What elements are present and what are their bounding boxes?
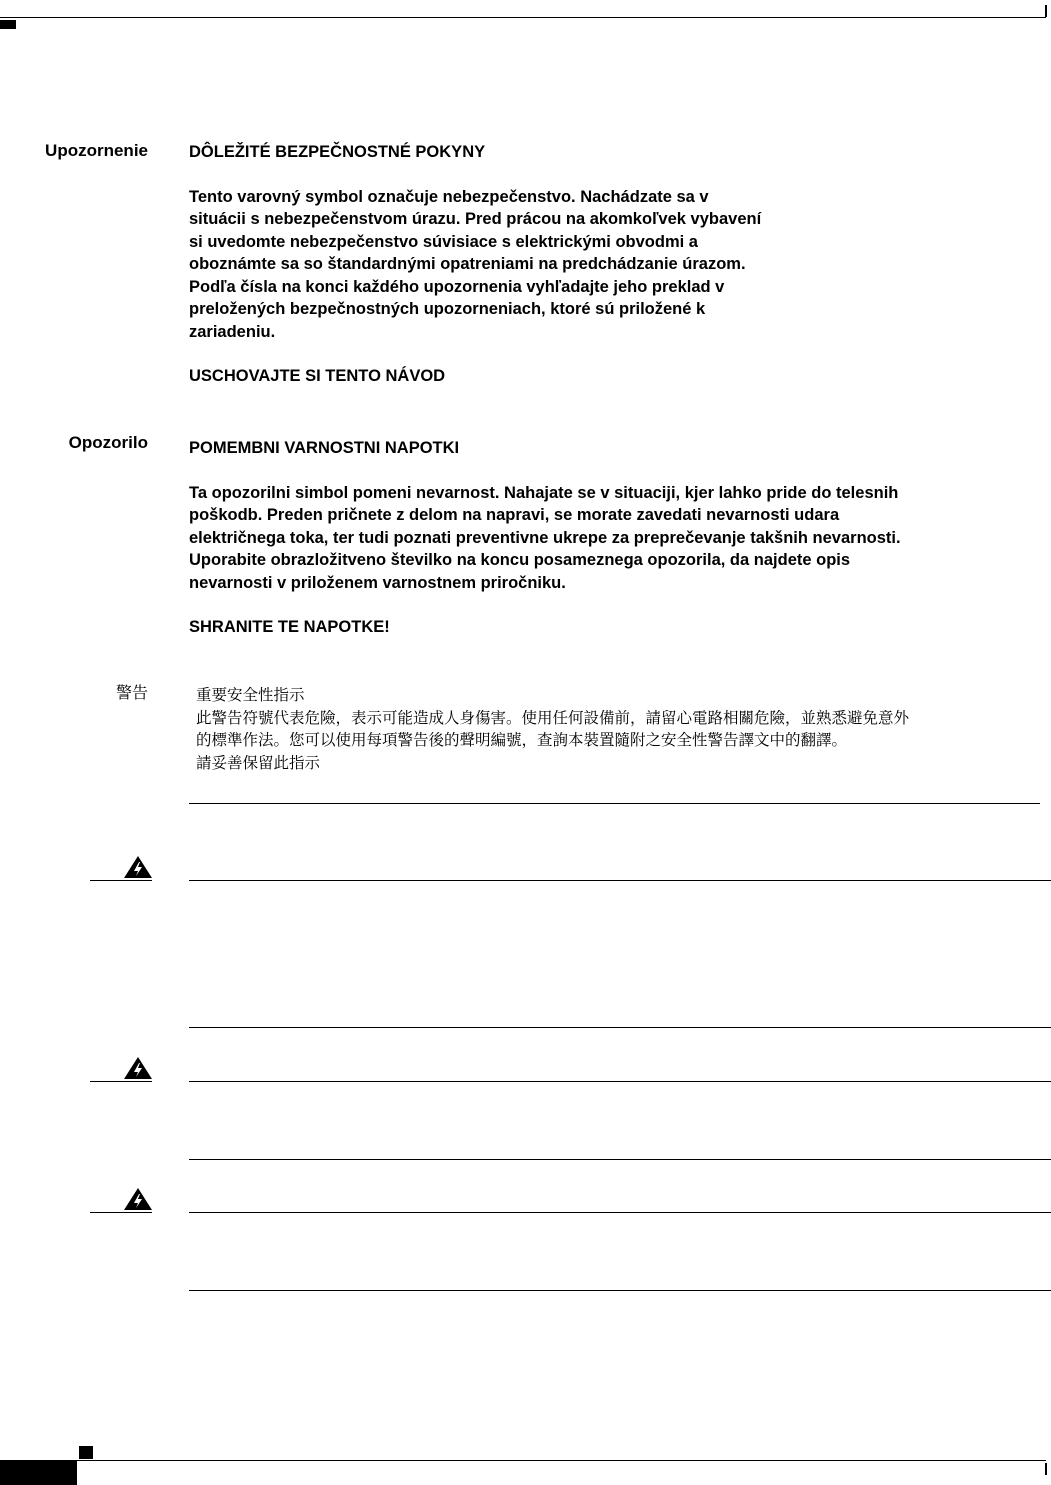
warning-top-rule xyxy=(189,880,1051,881)
chinese-line: 此警告符號代表危險，表示可能造成人身傷害。使用任何設備前，請留心電路相關危險，並熟悉避免意外 xyxy=(196,708,910,727)
footer-rule xyxy=(0,1460,1046,1461)
footer-marker xyxy=(79,1446,93,1459)
slovak-line: oboznámte sa so štandardnými opatreniami na predchádzanie úrazom. xyxy=(189,255,746,273)
warning-triangle-icon xyxy=(122,1056,154,1080)
slovak-line: zariadeniu. xyxy=(189,322,276,341)
slovak-line: Tento varovný symbol označuje nebezpečenstvo. Nachádzate sa v xyxy=(189,187,709,206)
slovenian-paragraph xyxy=(189,482,1039,595)
slovak-heading: DÔLEŽITÉ BEZPEČNOSTNÉ POKYNY xyxy=(189,143,486,161)
footer-page-tab xyxy=(0,1461,77,1485)
warning-triangle-icon xyxy=(122,1187,154,1211)
icon-underline-rule xyxy=(90,1212,152,1213)
slovenian-footer: SHRANITE TE NAPOTKE! xyxy=(189,618,390,636)
warning-bottom-rule xyxy=(189,1159,1051,1160)
slovak-line: preložených bezpečnostných upozorneniach, ktoré sú priložené k xyxy=(189,300,706,318)
slovak-warning-label: Upozornenie xyxy=(45,141,148,160)
warning-bottom-rule xyxy=(189,1290,1051,1291)
chinese-warning-label: 警告 xyxy=(115,683,148,702)
slovenian-line: poškodb. Preden pričnete z delom na napravi, se morate zavedati nevarnosti udara xyxy=(189,506,840,524)
header-marker xyxy=(0,20,16,29)
section-end-rule xyxy=(189,803,1040,804)
slovak-paragraph xyxy=(189,186,1039,344)
chinese-line: 重要安全性指示 xyxy=(196,686,305,704)
warning-top-rule xyxy=(189,1212,1051,1213)
slovenian-warning-block xyxy=(189,437,1039,639)
icon-underline-rule xyxy=(90,1081,152,1082)
chinese-line: 請妥善保留此指示 xyxy=(196,753,321,772)
header-rule xyxy=(0,17,1046,18)
header-tick xyxy=(1045,5,1047,17)
chinese-line: 的標準作法。您可以使用每項警告後的聲明編號，查詢本裝置隨附之安全性警告譯文中的翻譯。 xyxy=(196,731,848,749)
warning-bottom-rule xyxy=(189,1027,1051,1028)
warning-top-rule xyxy=(189,1081,1051,1082)
slovak-line: situácii s nebezpečenstvom úrazu. Pred prácou na akomkoľvek vybavení xyxy=(189,210,762,228)
warning-triangle-icon xyxy=(122,855,154,879)
slovak-footer: USCHOVAJTE SI TENTO NÁVOD xyxy=(189,367,446,385)
icon-underline-rule xyxy=(90,880,152,881)
slovenian-warning-label: Opozorilo xyxy=(68,433,148,452)
footer-tick xyxy=(1045,1463,1047,1475)
slovenian-line: nevarnosti v priloženem varnostnem priročniku. xyxy=(189,573,566,592)
slovenian-line: električnega toka, ter tudi poznati preventivne ukrepe za preprečevanje takšnih nevarnosti. xyxy=(189,528,901,547)
slovak-line: Podľa čísla na konci každého upozornenia vyhľadajte jeho preklad v xyxy=(189,277,725,296)
slovenian-line: Ta opozorilni simbol pomeni nevarnost. Nahajate se v situaciji, kjer lahko pride do telesnih xyxy=(189,483,899,502)
slovenian-heading: POMEMBNI VARNOSTNI NAPOTKI xyxy=(189,439,460,457)
slovak-line: si uvedomte nebezpečenstvo súvisiace s elektrickými obvodmi a xyxy=(189,232,698,251)
slovak-warning-block xyxy=(189,141,1039,388)
chinese-warning-block xyxy=(196,684,1041,774)
slovenian-line: Uporabite obrazložitveno številko na koncu posameznega opozorila, da najdete opis xyxy=(189,551,851,569)
